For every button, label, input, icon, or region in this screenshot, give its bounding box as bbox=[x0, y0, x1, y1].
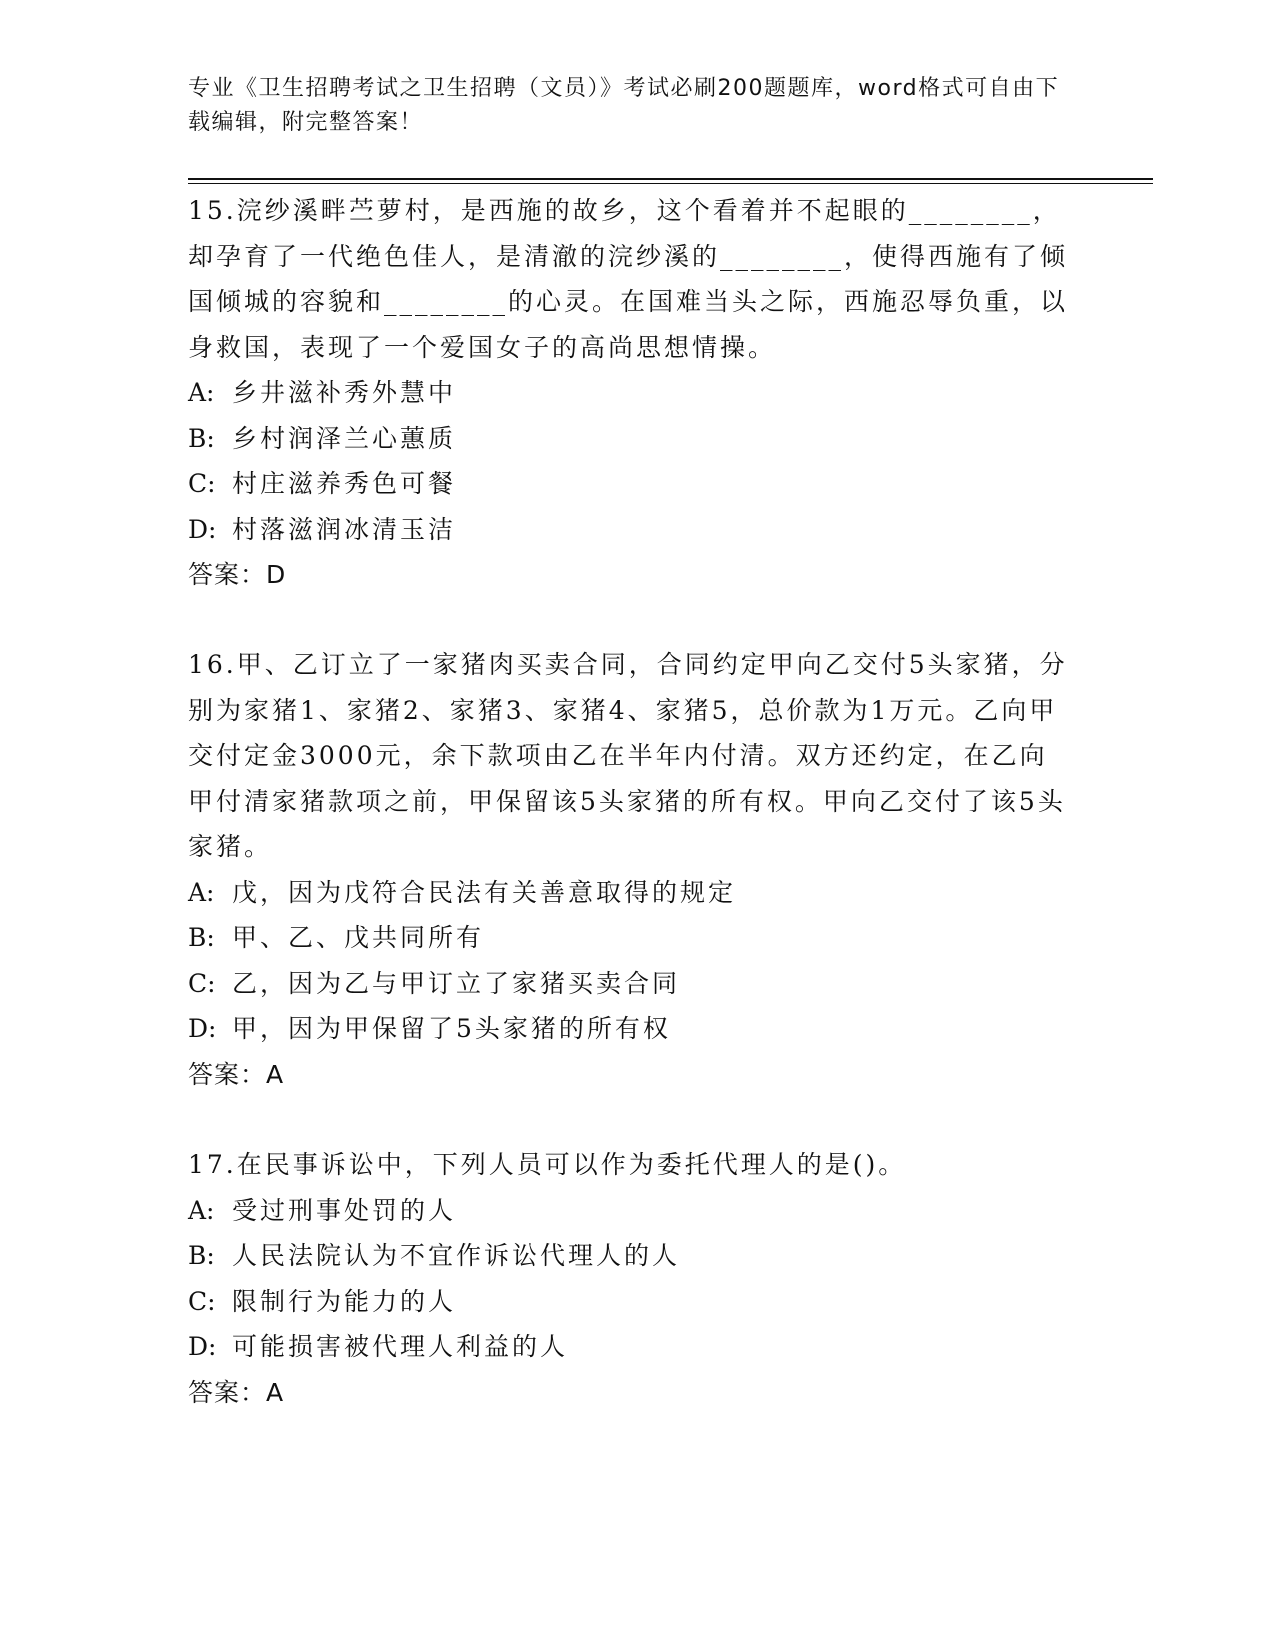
option-b bbox=[188, 1233, 1068, 1279]
option-text: 甲、乙、戊共同所有 bbox=[232, 923, 485, 952]
option-letter: A: bbox=[188, 1195, 215, 1225]
option-letter: B: bbox=[188, 923, 215, 952]
option-d bbox=[188, 1006, 1068, 1052]
option-a bbox=[188, 870, 1068, 916]
option-letter: C: bbox=[188, 469, 216, 498]
answer-line: 答案：A bbox=[188, 1377, 285, 1407]
option-text: 乡井滋补秀外慧中 bbox=[232, 378, 457, 407]
question-17 bbox=[188, 1142, 1068, 1415]
option-d bbox=[188, 507, 1068, 553]
option-text: 戊，因为戊符合民法有关善意取得的规定 bbox=[232, 877, 737, 907]
question-16 bbox=[188, 642, 1068, 1097]
option-b bbox=[188, 915, 1068, 961]
option-text: 乡村润泽兰心蕙质 bbox=[232, 423, 457, 453]
option-text: 限制行为能力的人 bbox=[232, 1286, 457, 1316]
option-b bbox=[188, 416, 1068, 462]
header-divider-thick bbox=[188, 178, 1153, 180]
question-stem: 17.在民事诉讼中，下列人员可以作为委托代理人的是()。 bbox=[188, 1150, 907, 1179]
option-letter: B: bbox=[188, 423, 215, 453]
option-text: 人民法院认为不宜作诉讼代理人的人 bbox=[232, 1241, 681, 1270]
question-15 bbox=[188, 188, 1068, 598]
option-d bbox=[188, 1324, 1068, 1370]
option-c bbox=[188, 1279, 1068, 1325]
option-letter: D: bbox=[188, 514, 217, 544]
option-text: 可能损害被代理人利益的人 bbox=[232, 1332, 569, 1361]
option-text: 甲，因为甲保留了5头家猪的所有权 bbox=[232, 1014, 671, 1043]
option-text: 村落滋润冰清玉洁 bbox=[232, 514, 457, 544]
option-letter: B: bbox=[188, 1241, 215, 1270]
option-letter: C: bbox=[188, 968, 216, 998]
option-letter: A: bbox=[188, 877, 215, 907]
option-a bbox=[188, 370, 1068, 416]
option-text: 乙，因为乙与甲订立了家猪买卖合同 bbox=[232, 968, 681, 998]
document-header: 专业《卫生招聘考试之卫生招聘（文员）》考试必刷200题题库，word格式可自由下载编辑，附完整答案！ bbox=[188, 76, 1060, 135]
answer-line: 答案：A bbox=[188, 1059, 285, 1089]
option-c bbox=[188, 961, 1068, 1007]
option-letter: D: bbox=[188, 1014, 217, 1043]
option-text: 村庄滋养秀色可餐 bbox=[232, 469, 457, 498]
option-text: 受过刑事处罚的人 bbox=[232, 1195, 457, 1225]
header-divider-thin bbox=[188, 183, 1153, 184]
option-letter: C: bbox=[188, 1286, 216, 1316]
question-stem: 15.浣纱溪畔苎萝村，是西施的故乡，这个看着并不起眼的________，却孕育了一代绝色佳人，是清澈的浣纱溪的________，使得西施有了倾国倾城的容貌和________的心灵。在国难当头之际，西施忍辱负重，以身救国，表现了一个爱国女子的高尚思想情操。 bbox=[188, 196, 1069, 362]
answer-line: 答案：D bbox=[188, 560, 287, 589]
option-letter: A: bbox=[188, 378, 215, 407]
question-stem: 16.甲、乙订立了一家猪肉买卖合同，合同约定甲向乙交付5头家猪，分别为家猪1、家猪2、家猪3、家猪4、家猪5，总价款为1万元。乙向甲交付定金3000元，余下款项由乙在半年内付清。双方还约定，在乙向甲付清家猪款项之前，甲保留该5头家猪的所有权。甲向乙交付了该5头家猪。 bbox=[188, 650, 1068, 861]
option-c bbox=[188, 461, 1068, 507]
option-letter: D: bbox=[188, 1332, 217, 1361]
option-a bbox=[188, 1188, 1068, 1234]
